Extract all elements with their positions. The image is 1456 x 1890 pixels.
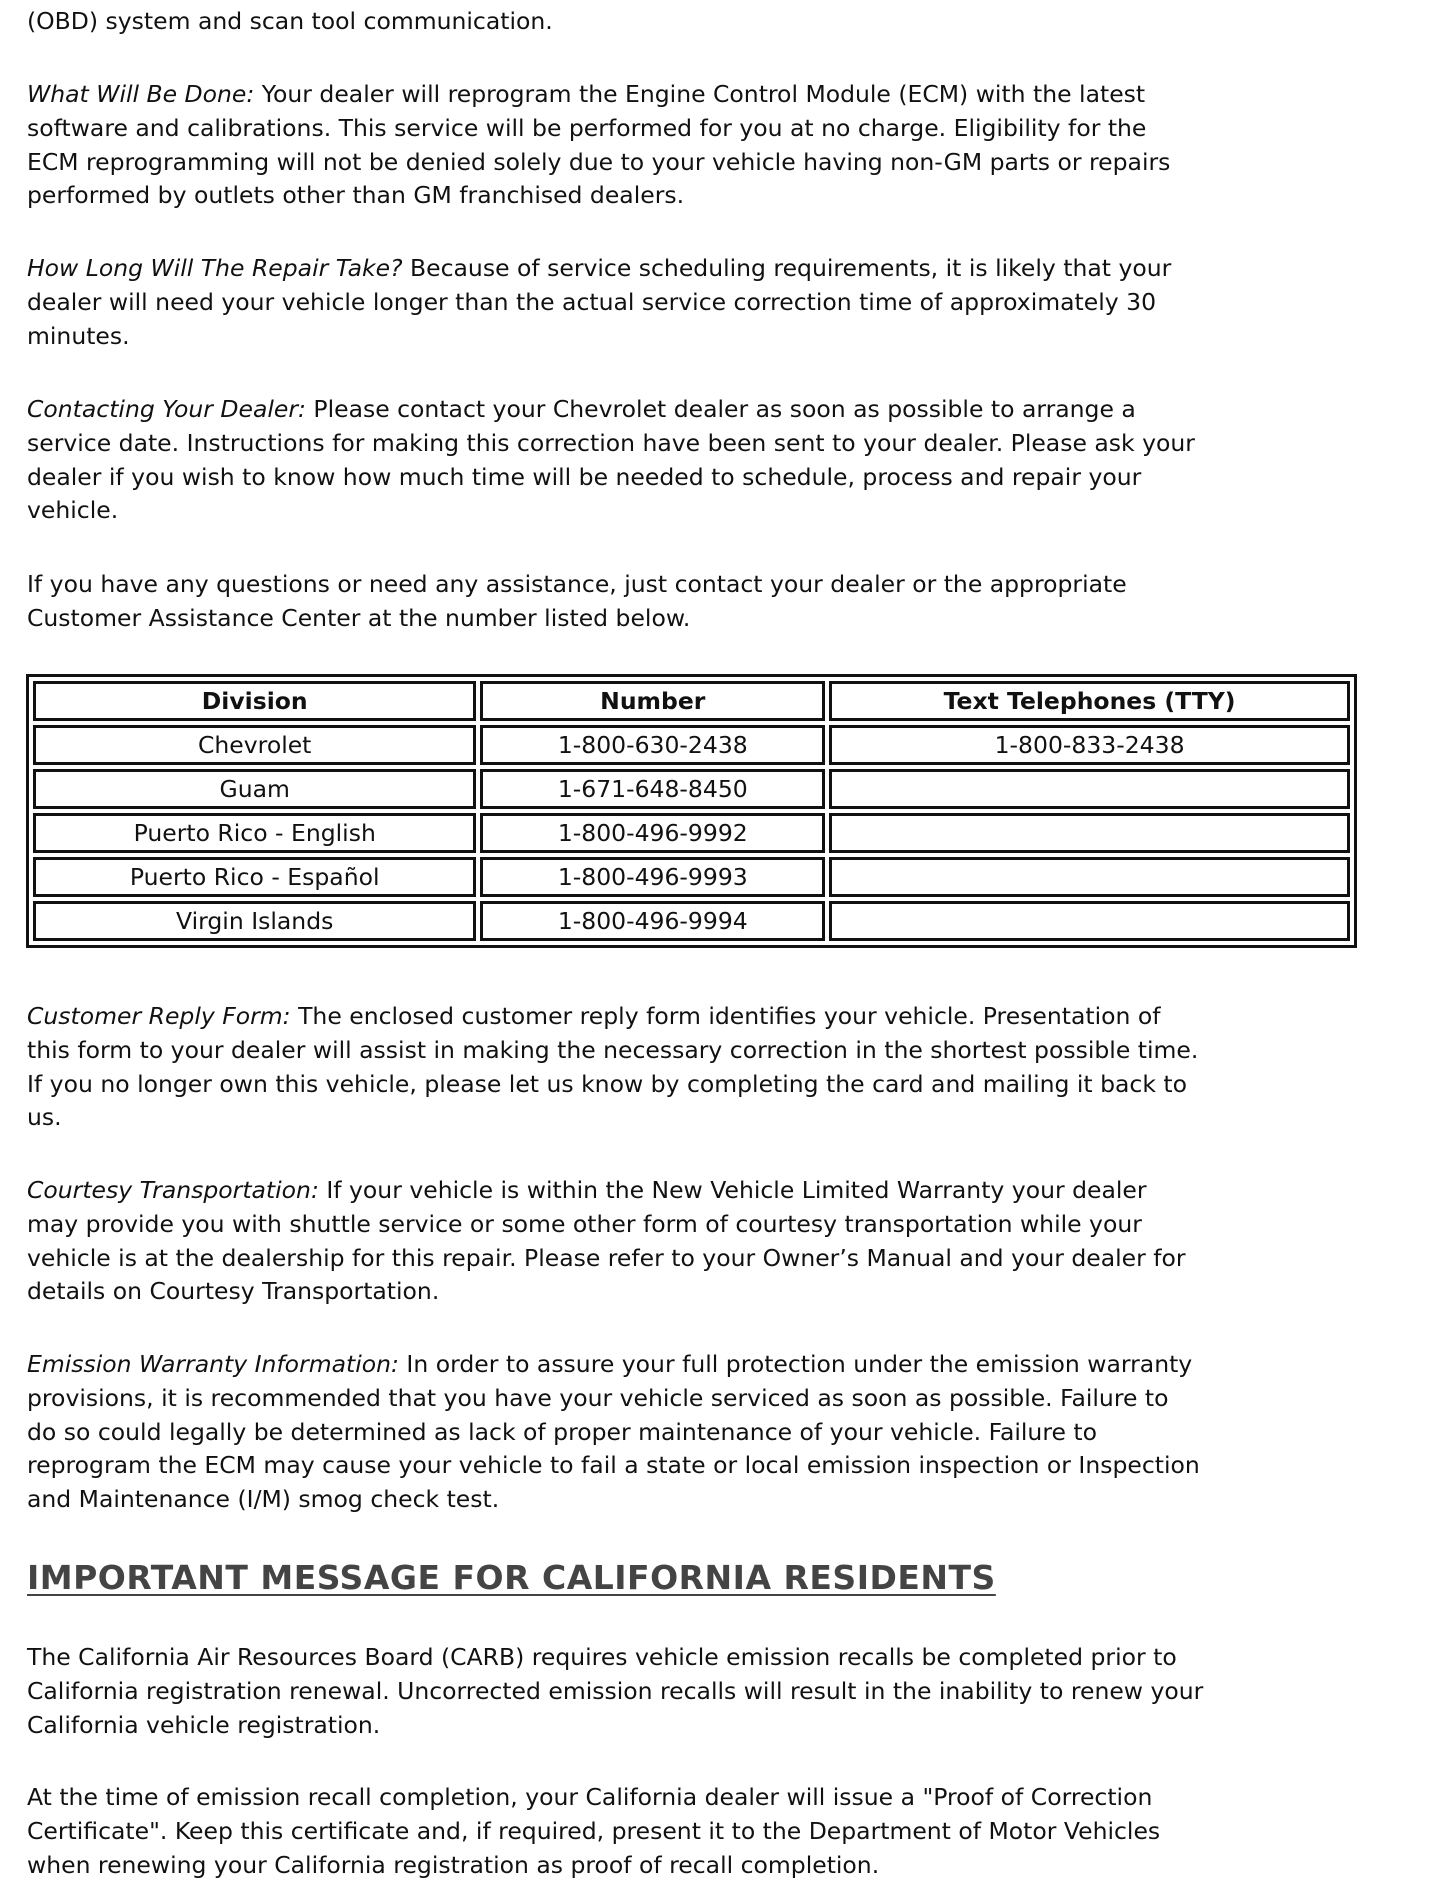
line-text: details on Courtesy Transportation.: [27, 1277, 440, 1306]
text-line: [27, 427, 1195, 461]
text-line: [27, 1068, 1198, 1102]
text-line: [27, 1000, 1198, 1034]
line-text: If you no longer own this vehicle, please let us know by completing the card and mailing it back to: [27, 1069, 1188, 1098]
division-cell: Puerto Rico - English: [33, 813, 476, 853]
text-line: [27, 146, 1170, 180]
line-text: California registration renewal. Uncorrected emission recalls will result in the inability to renew your: [27, 1676, 1204, 1705]
customer-assistance-table: [26, 674, 1357, 948]
text-line: [27, 1416, 1200, 1450]
header-number: Number: [480, 681, 825, 721]
text-line: [27, 461, 1195, 495]
paragraph-contacting-dealer: [27, 393, 1195, 528]
text-line: [27, 1709, 1203, 1743]
paragraph-lead-label: Customer Reply Form:: [27, 1002, 291, 1030]
paragraph-lead-label: Courtesy Transportation:: [27, 1176, 319, 1204]
paragraph-lead-label: How Long Will The Repair Take?: [27, 254, 403, 282]
text-line: [27, 1781, 1160, 1815]
line-text: Customer Assistance Center at the number listed below.: [27, 603, 691, 632]
text-line: [27, 1208, 1186, 1242]
line-text: At the time of emission recall completion, your California dealer will issue a "Proof of Correction: [27, 1783, 1153, 1811]
line-text: If you have any questions or need any assistance, just contact your dealer or the appropriate: [27, 570, 1127, 598]
line-text: In order to assure your full protection under the emission warranty: [398, 1350, 1193, 1378]
tty-cell: [829, 813, 1350, 853]
text-line: [27, 5, 553, 39]
line-text: service date. Instructions for making this correction have been sent to your dealer. Please ask your: [27, 428, 1195, 457]
tty-cell: [829, 857, 1350, 897]
text-line: [27, 286, 1171, 320]
paragraph-emission-warranty: [27, 1348, 1200, 1517]
text-line: [27, 78, 1170, 112]
text-line: [27, 1641, 1203, 1675]
tty-cell: 1-800-833-2438: [829, 725, 1350, 765]
paragraph-questions: [27, 568, 1127, 636]
line-text: this form to your dealer will assist in making the necessary correction in the shortest possible time.: [27, 1035, 1199, 1064]
paragraph-lead-label: Contacting Your Dealer:: [27, 395, 306, 423]
text-line: [27, 1174, 1186, 1208]
line-text: provisions, it is recommended that you have your vehicle serviced as soon as possible. Failure to: [27, 1383, 1169, 1412]
california-heading: IMPORTANT MESSAGE FOR CALIFORNIA RESIDENTS: [27, 1558, 996, 1597]
table-row: [33, 769, 1350, 809]
division-cell: Guam: [33, 769, 476, 809]
line-text: reprogram the ECM may cause your vehicle to fail a state or local emission inspection or Inspection: [27, 1451, 1200, 1480]
division-cell: Chevrolet: [33, 725, 476, 765]
header-division: Division: [33, 681, 476, 721]
table-header-row: [33, 681, 1350, 721]
text-line: [27, 1449, 1200, 1483]
line-text: us.: [27, 1103, 62, 1132]
header-tty: Text Telephones (TTY): [829, 681, 1350, 721]
number-cell: 1-800-630-2438: [480, 725, 825, 765]
table-row: [33, 813, 1350, 853]
table-row: [33, 857, 1350, 897]
text-line: [27, 1483, 1200, 1517]
number-cell: 1-800-496-9992: [480, 813, 825, 853]
line-text: and Maintenance (I/M) smog check test.: [27, 1485, 500, 1514]
line-text: Because of service scheduling requirements, it is likely that your: [402, 254, 1172, 282]
paragraph-repair-time: [27, 252, 1171, 353]
line-text: dealer if you wish to know how much time will be needed to schedule, process and repair your: [27, 462, 1142, 491]
tty-cell: [829, 769, 1350, 809]
line-text: do so could legally be determined as lack of proper maintenance of your vehicle. Failure to: [27, 1417, 1097, 1446]
line-text: Please contact your Chevrolet dealer as soon as possible to arrange a: [305, 395, 1136, 423]
line-text: Certificate". Keep this certificate and, if required, present it to the Department of Motor Vehicles: [27, 1816, 1161, 1845]
line-text: vehicle.: [27, 496, 119, 525]
paragraph-lead-label: What Will Be Done:: [27, 80, 255, 108]
text-line: [27, 494, 1195, 528]
paragraph-proof-of-correction: [27, 1781, 1160, 1882]
paragraph-customer-reply-form: [27, 1000, 1198, 1135]
line-text: vehicle is at the dealership for this repair. Please refer to your Owner’s Manual and your dealer for: [27, 1243, 1186, 1272]
text-line: [27, 320, 1171, 354]
line-text: Your dealer will reprogram the Engine Control Module (ECM) with the latest: [254, 80, 1146, 108]
line-text: ECM reprogramming will not be denied solely due to your vehicle having non-GM parts or repairs: [27, 147, 1171, 176]
text-line: [27, 1275, 1186, 1309]
line-text: (OBD) system and scan tool communication.: [27, 7, 553, 35]
paragraph-carb-requirement: [27, 1641, 1203, 1742]
text-line: [27, 602, 1127, 636]
line-text: dealer will need your vehicle longer than the actual service correction time of approximately 30: [27, 287, 1157, 316]
line-text: may provide you with shuttle service or some other form of courtesy transportation while your: [27, 1209, 1142, 1238]
line-text: performed by outlets other than GM franchised dealers.: [27, 181, 685, 210]
line-text: minutes.: [27, 321, 130, 350]
table-row: [33, 901, 1350, 941]
division-cell: Virgin Islands: [33, 901, 476, 941]
text-line: [27, 568, 1127, 602]
line-text: when renewing your California registration as proof of recall completion.: [27, 1850, 880, 1879]
line-text: The California Air Resources Board (CARB) requires vehicle emission recalls be completed prior to: [27, 1643, 1177, 1671]
text-line: [27, 112, 1170, 146]
paragraph-courtesy-transportation: [27, 1174, 1186, 1309]
number-cell: 1-800-496-9993: [480, 857, 825, 897]
line-text: If your vehicle is within the New Vehicle Limited Warranty your dealer: [318, 1176, 1147, 1204]
line-text: California vehicle registration.: [27, 1710, 381, 1739]
paragraph-obd-text: [27, 5, 553, 39]
text-line: [27, 1675, 1203, 1709]
number-cell: 1-671-648-8450: [480, 769, 825, 809]
paragraph-what-will-be-done: [27, 78, 1170, 213]
line-text: The enclosed customer reply form identifies your vehicle. Presentation of: [290, 1002, 1161, 1030]
text-line: [27, 393, 1195, 427]
table-row: [33, 725, 1350, 765]
text-line: [27, 1815, 1160, 1849]
division-cell: Puerto Rico - Español: [33, 857, 476, 897]
text-line: [27, 252, 1171, 286]
paragraph-lead-label: Emission Warranty Information:: [27, 1350, 399, 1378]
text-line: [27, 1242, 1186, 1276]
text-line: [27, 1382, 1200, 1416]
number-cell: 1-800-496-9994: [480, 901, 825, 941]
text-line: [27, 179, 1170, 213]
line-text: software and calibrations. This service will be performed for you at no charge. Eligibility for the: [27, 113, 1147, 142]
tty-cell: [829, 901, 1350, 941]
text-line: [27, 1348, 1200, 1382]
text-line: [27, 1101, 1198, 1135]
text-line: [27, 1849, 1160, 1883]
text-line: [27, 1034, 1198, 1068]
